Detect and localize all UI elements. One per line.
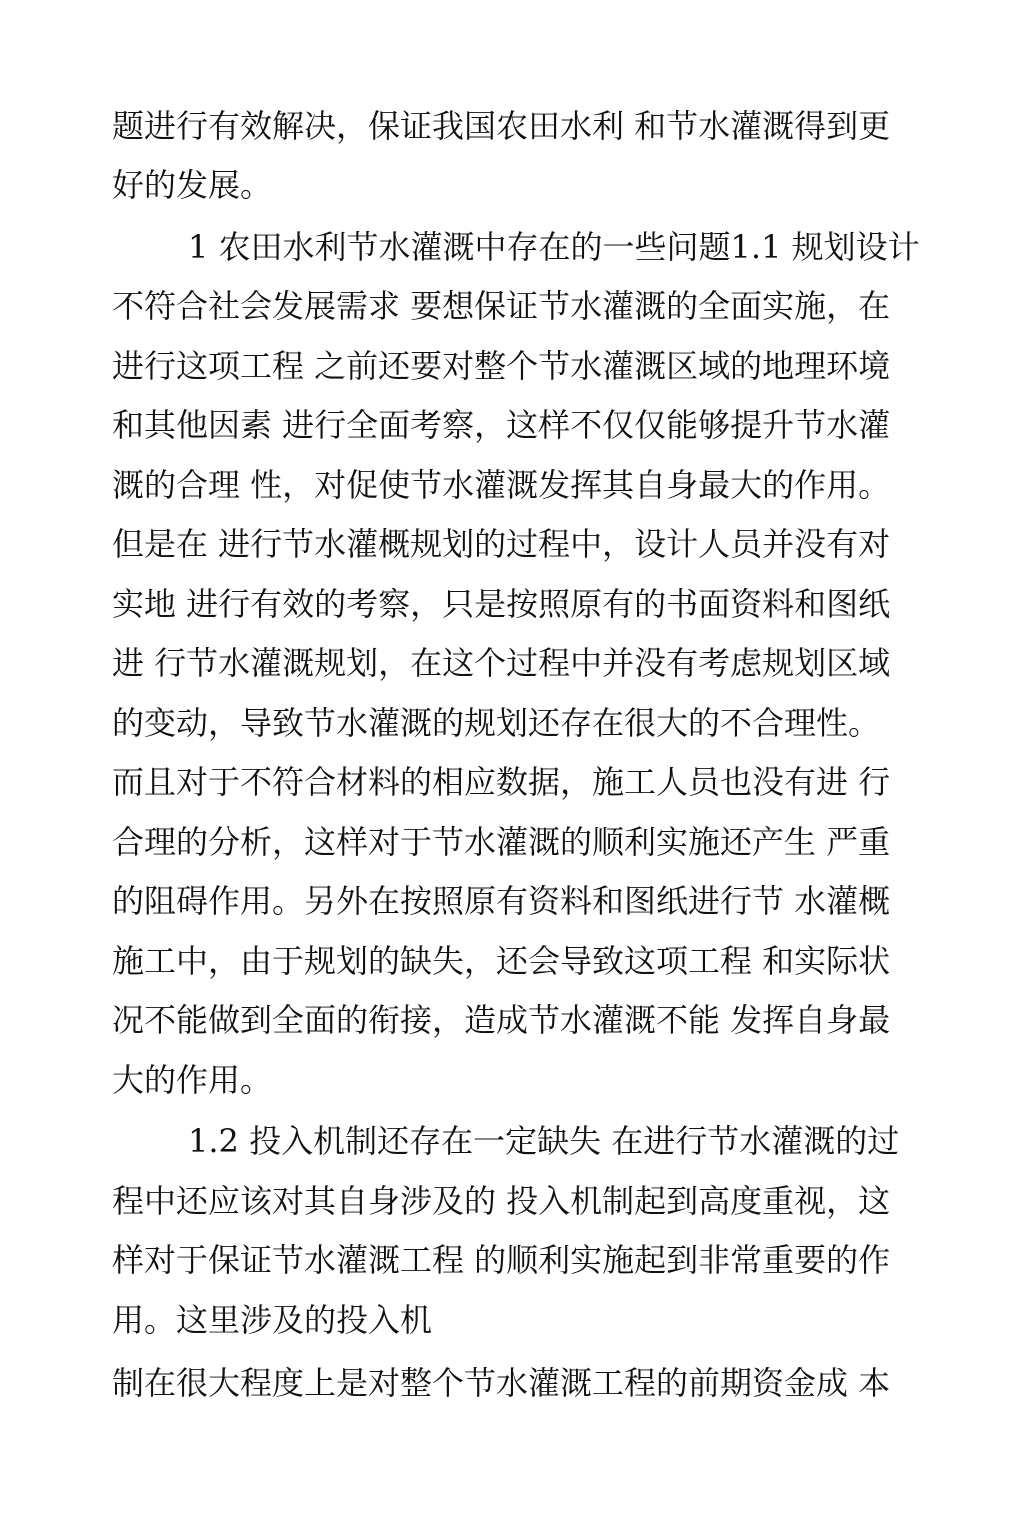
section-heading-line: 1.2 投入机制还存在一定缺失 在进行节水灌溉的过 (188, 1122, 900, 1160)
text-line: 的阻碍作用。另外在按照原有资料和图纸进行节 水灌概 (112, 882, 891, 920)
text-line: 施工中，由于规划的缺失，还会导致这项工程 和实际状 (112, 942, 891, 980)
text-line: 的变动，导致节水灌溉的规划还存在很大的不合理性。 (112, 704, 881, 742)
text-line: 而且对于不符合材料的相应数据，施工人员也没有进 行 (112, 763, 891, 801)
text-line: 进 行节水灌溉规划，在这个过程中并没有考虑规划区域 (112, 644, 891, 682)
text-line: 样对于保证节水灌溉工程 的顺利实施起到非常重要的作 (112, 1241, 891, 1279)
text-line: 大的作用。 (112, 1061, 273, 1099)
text-line: 用。这里涉及的投入机 (112, 1301, 433, 1339)
text-line: 合理的分析，这样对于节水灌溉的顺利实施还产生 严重 (112, 823, 891, 861)
text-line: 题进行有效解决，保证我国农田水利 和节水灌溉得到更 (112, 107, 891, 145)
text-line: 程中还应该对其自身涉及的 投入机制起到高度重视，这 (112, 1182, 891, 1220)
text-line: 好的发展。 (112, 166, 273, 204)
text-line: 进行这项工程 之前还要对整个节水灌溉区域的地理环境 (112, 347, 891, 385)
text-line: 况不能做到全面的衔接，造成节水灌溉不能 发挥自身最 (112, 1001, 891, 1039)
text-line: 溉的合理 性，对促使节水灌溉发挥其自身最大的作用。 (112, 466, 891, 504)
text-line: 不符合社会发展需求 要想保证节水灌溉的全面实施，在 (112, 287, 891, 325)
text-line: 和其他因素 进行全面考察，这样不仅仅能够提升节水灌 (112, 406, 891, 444)
section-heading-line: 1 农田水利节水灌溉中存在的一些问题1.1 规划设计 (188, 228, 920, 266)
text-line: 但是在 进行节水灌概规划的过程中，设计人员并没有对 (112, 525, 891, 563)
text-line: 实地 进行有效的考察，只是按照原有的书面资料和图纸 (112, 585, 891, 623)
text-line: 制在很大程度上是对整个节水灌溉工程的前期资金成 本 (112, 1364, 891, 1402)
